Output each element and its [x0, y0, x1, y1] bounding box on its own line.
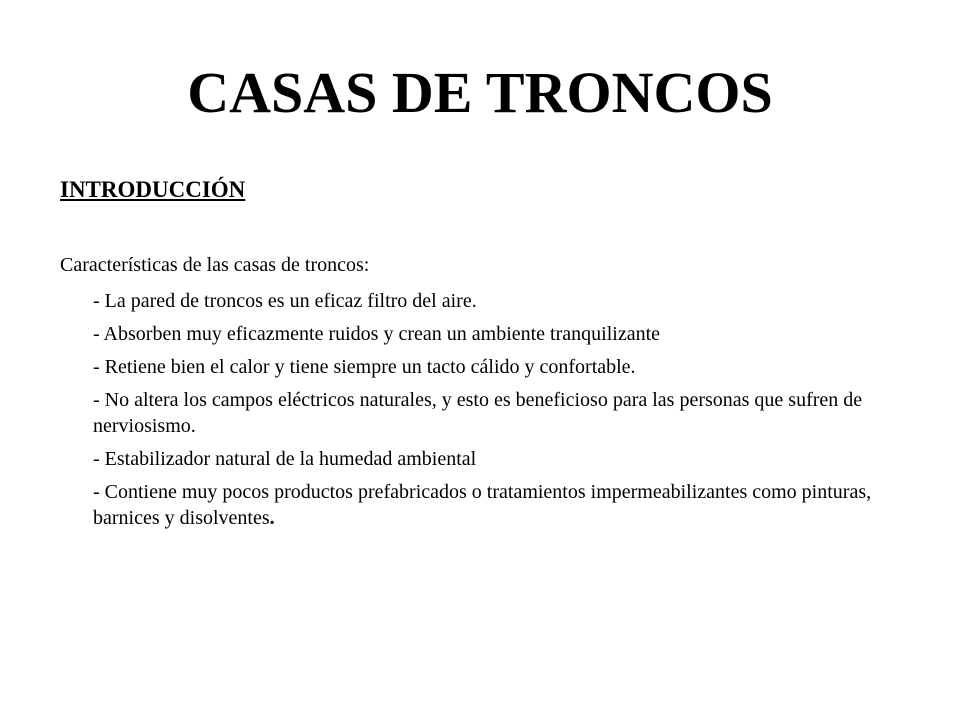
section-heading: INTRODUCCIÓN	[60, 177, 246, 202]
feature-item	[60, 354, 900, 380]
feature-item	[60, 479, 900, 531]
feature-item	[60, 446, 900, 472]
feature-item	[60, 387, 900, 439]
feature-text: - Absorben muy eficazmente ruidos y crean un ambiente tranquilizante	[93, 323, 661, 345]
feature-text: - Retiene bien el calor y tiene siempre un tacto cálido y confortable.	[93, 356, 636, 378]
feature-item	[60, 288, 900, 314]
feature-text: - No altera los campos eléctricos naturales, y esto es beneficioso para las personas que sufren de nerviosismo.	[93, 389, 863, 437]
intro-text: Características de las casas de troncos:	[60, 254, 370, 276]
slide-title: CASAS DE TRONCOS	[187, 60, 773, 125]
feature-text: - Estabilizador natural de la humedad ambiental	[93, 448, 477, 470]
final-period: .	[269, 507, 275, 529]
feature-text: - La pared de troncos es un eficaz filtro del aire.	[93, 290, 477, 312]
feature-list	[60, 288, 900, 538]
feature-item	[60, 321, 900, 347]
feature-text: - Contiene muy pocos productos prefabricados o tratamientos impermeabilizantes como pinturas, barnices y disolventes	[93, 481, 872, 529]
